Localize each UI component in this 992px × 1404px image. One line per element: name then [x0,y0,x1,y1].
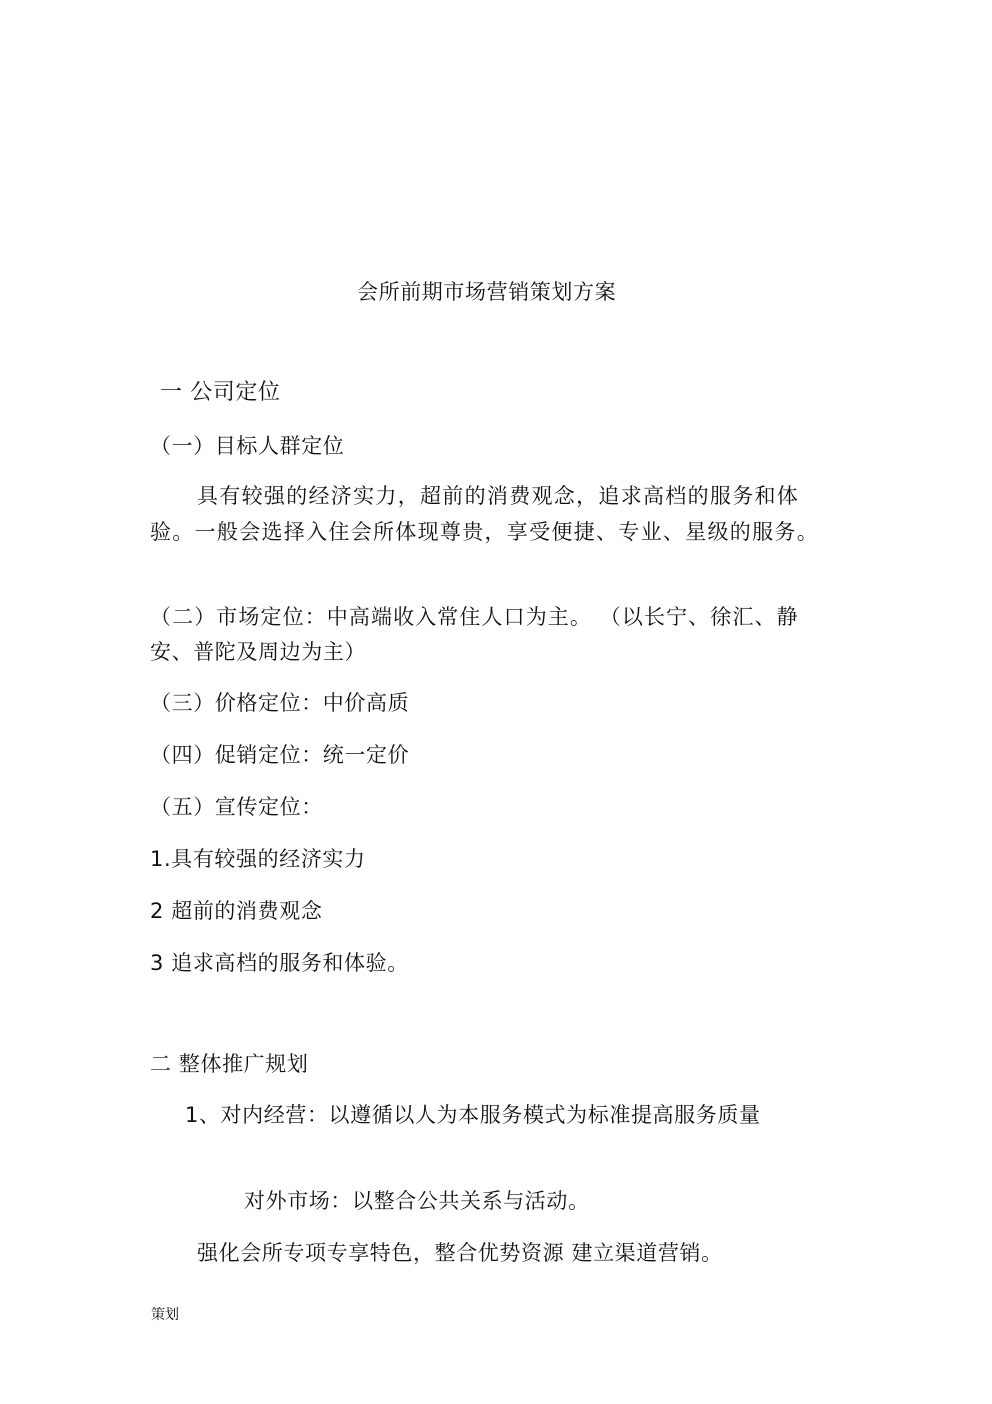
paragraph-target-audience-line2: 验。一般会选择入住会所体现尊贵，享受便捷、专业、星级的服务。 [150,520,819,544]
market-positioning-line1: （二）市场定位：中高端收入常住人口为主。 （以长宁、徐汇、静 [150,605,799,629]
strengthen-features: 强化会所专项专享特色，整合优势资源 建立渠道营销。 [197,1241,723,1265]
publicity-positioning: （五）宣传定位： [150,795,323,819]
internal-operation: 1、对内经营：以遵循以人为本服务模式为标准提高服务质量 [185,1103,761,1127]
market-positioning-line2: 安、普陀及周边为主） [150,640,366,664]
list-item-1: 1.具有较强的经济实力 [150,847,366,871]
external-market: 对外市场：以整合公共关系与活动。 [244,1189,590,1213]
subheading-target-audience: （一）目标人群定位 [150,434,345,458]
list-item-2: 2 超前的消费观念 [150,899,323,923]
list-item-3: 3 追求高档的服务和体验。 [150,951,409,975]
section-heading-promotion-plan: 二 整体推广规划 [150,1052,309,1076]
promotion-positioning: （四）促销定位：统一定价 [150,743,410,767]
price-positioning: （三）价格定位：中价高质 [150,691,410,715]
paragraph-target-audience-line1: 具有较强的经济实力，超前的消费观念，追求高档的服务和体 [197,484,800,508]
document-title: 会所前期市场营销策划方案 [357,280,617,304]
footer-label: 策划 [151,1307,179,1323]
section-heading-company-positioning: 一 公司定位 [160,380,281,405]
